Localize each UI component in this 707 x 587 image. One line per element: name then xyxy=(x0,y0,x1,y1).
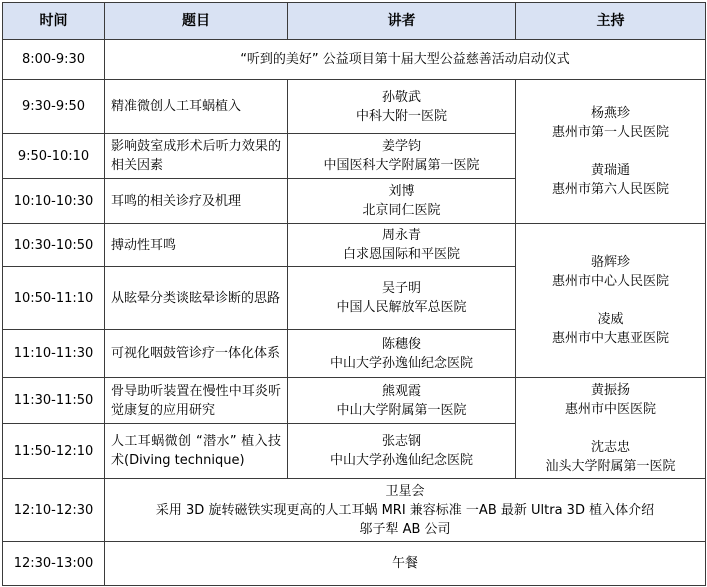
speaker-cell xyxy=(288,224,516,267)
speaker-org: 中山大学孙逸仙纪念医院 xyxy=(329,453,473,468)
host-org: 惠州市中大惠亚医院 xyxy=(551,331,669,346)
time-cell: 10:10-10:30 xyxy=(3,179,105,224)
host-name: 骆辉珍 xyxy=(590,255,630,270)
speaker-org: 中国医科大学附属第一医院 xyxy=(323,158,480,173)
table-row xyxy=(3,40,706,80)
time-cell: 10:50-11:10 xyxy=(3,267,105,330)
lunch-cell: 午餐 xyxy=(105,542,706,586)
speaker-org: 中山大学孙逸仙纪念医院 xyxy=(329,355,473,371)
time-cell: 11:10-11:30 xyxy=(3,330,105,378)
satellite-title: 卫星会 xyxy=(385,483,425,499)
speaker-cell xyxy=(288,424,516,479)
host-org: 汕头大学附属第一医院 xyxy=(545,458,676,474)
speaker-cell xyxy=(288,267,516,330)
speaker-name: 张志钢 xyxy=(381,434,421,449)
time-cell: 8:00-9:30 xyxy=(3,40,105,80)
topic-cell: 骨导助听装置在慢性中耳炎听觉康复的应用研究 xyxy=(105,378,288,424)
satellite-topic: 采用 3D 旋转磁铁实现更高的人工耳蜗 MRI 兼容标准 一AB 最新 Ultra 3D 植入体介绍 xyxy=(155,502,655,518)
header-host: 主持 xyxy=(516,3,706,40)
speaker-name: 陈穗俊 xyxy=(381,336,421,352)
host-cell xyxy=(516,378,706,479)
speaker-name: 姜学钧 xyxy=(381,139,421,154)
host-name: 沈志忠 xyxy=(590,439,630,455)
topic-cell: 可视化咽鼓管诊疗一体化体系 xyxy=(105,330,288,378)
topic-cell: 耳鸣的相关诊疗及机理 xyxy=(105,179,288,224)
topic-cell: 搏动性耳鸣 xyxy=(105,224,288,267)
host-name: 黄振扬 xyxy=(590,382,630,398)
topic-cell: 影响鼓室成形术后听力效果的相关因素 xyxy=(105,134,288,179)
speaker-org: 白求恩国际和平医院 xyxy=(342,247,460,262)
speaker-org: 北京同仁医院 xyxy=(362,203,441,218)
header-topic: 题目 xyxy=(105,3,288,40)
speaker-cell xyxy=(288,378,516,424)
host-org: 惠州市中心人民医院 xyxy=(551,274,669,289)
topic-cell: 人工耳蜗微创 “潜水” 植入技术(Diving technique) xyxy=(105,424,288,479)
time-cell: 10:30-10:50 xyxy=(3,224,105,267)
speaker-cell xyxy=(288,330,516,378)
speaker-cell xyxy=(288,134,516,179)
header-row xyxy=(3,3,706,40)
speaker-cell xyxy=(288,179,516,224)
time-cell: 11:30-11:50 xyxy=(3,378,105,424)
satellite-meeting-cell xyxy=(105,479,706,542)
speaker-name: 孙敬武 xyxy=(381,89,421,105)
speaker-name: 吴子明 xyxy=(381,281,421,296)
opening-ceremony-cell: “听到的美好” 公益项目第十届大型公益慈善活动启动仪式 xyxy=(105,40,706,80)
time-cell: 12:10-12:30 xyxy=(3,479,105,542)
header-time: 时间 xyxy=(3,3,105,40)
satellite-speaker: 邬子犁 AB 公司 xyxy=(359,521,451,537)
topic-cell: 精准微创人工耳蜗植入 xyxy=(105,80,288,134)
speaker-org: 中科大附一医院 xyxy=(355,108,447,124)
time-cell: 9:30-9:50 xyxy=(3,80,105,134)
schedule-table xyxy=(2,2,706,586)
speaker-name: 熊观霞 xyxy=(381,383,421,399)
time-cell: 11:50-12:10 xyxy=(3,424,105,479)
header-speaker: 讲者 xyxy=(288,3,516,40)
host-name: 杨燕珍 xyxy=(590,106,630,121)
speaker-name: 周永青 xyxy=(381,228,421,243)
host-org: 惠州市中医医院 xyxy=(564,401,656,417)
speaker-org: 中山大学附属第一医院 xyxy=(336,402,467,418)
time-cell: 9:50-10:10 xyxy=(3,134,105,179)
host-cell xyxy=(516,80,706,224)
host-name: 黄瑞通 xyxy=(590,163,630,178)
host-cell xyxy=(516,224,706,378)
host-name: 凌威 xyxy=(597,312,624,327)
speaker-cell xyxy=(288,80,516,134)
table-row xyxy=(3,542,706,586)
host-org: 惠州市第六人民医院 xyxy=(551,182,669,197)
time-cell: 12:30-13:00 xyxy=(3,542,105,586)
table-row xyxy=(3,224,706,267)
speaker-name: 刘博 xyxy=(388,184,415,199)
topic-cell: 从眩晕分类谈眩晕诊断的思路 xyxy=(105,267,288,330)
table-row xyxy=(3,479,706,542)
host-org: 惠州市第一人民医院 xyxy=(551,125,669,140)
table-row xyxy=(3,80,706,134)
table-row xyxy=(3,378,706,424)
speaker-org: 中国人民解放军总医院 xyxy=(336,300,467,315)
